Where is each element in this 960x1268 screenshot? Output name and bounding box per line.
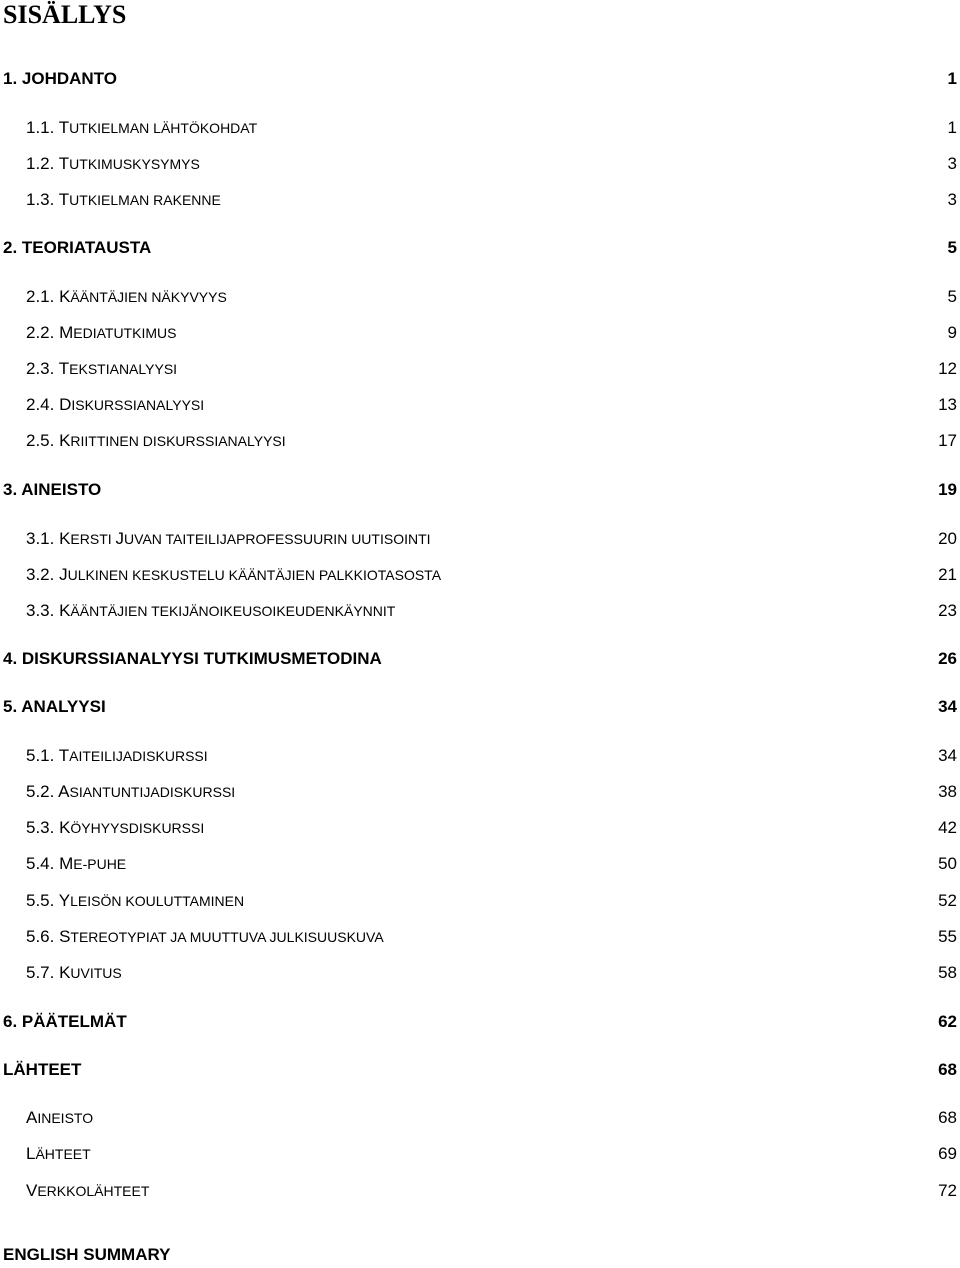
toc-section-entry[interactable] [0,960,960,986]
toc-chapter-entry[interactable] [0,694,960,720]
toc-entry-page-number: 12 [938,359,957,378]
toc-entry-page-number: 5 [947,238,957,257]
toc-section-entry[interactable] [0,115,960,141]
toc-entry-label: 5.5. YLEISÖN KOULUTTAMINEN [26,891,245,910]
toc-entry-page-number: 38 [938,782,957,801]
toc-entry-label: 1. JOHDANTO [3,69,117,88]
toc-chapter-entry[interactable] [0,1242,960,1268]
toc-entry-label-smallcaps: ÄÄNTÄJIEN TEKIJÄNOIKEUSOIKEUDENKÄYNNIT [70,603,396,619]
toc-entry-label: 2. TEORIATAUSTA [3,238,152,257]
toc-entry-label: LÄHTEET [3,1060,82,1079]
toc-entry-label: 3.2. JULKINEN KESKUSTELU KÄÄNTÄJIEN PALKKIOTASOSTA [26,565,442,584]
toc-entry-label: 2.2. MEDIATUTKIMUS [26,323,177,342]
toc-entry-label-smallcaps: EKSTIANALYYSI [69,361,178,377]
toc-section-entry[interactable] [0,598,960,624]
toc-section-entry[interactable] [0,888,960,914]
toc-entry-label: 2.5. KRIITTINEN DISKURSSIANALYYSI [26,431,286,450]
toc-entry-label: 5.6. STEREOTYPIAT JA MUUTTUVA JULKISUUSKUVA [26,927,384,946]
toc-entry-label: 1.1. TUTKIELMAN LÄHTÖKOHDAT [26,118,258,137]
toc-entry-page-number: 58 [938,963,957,982]
toc-entry-label-smallcaps: LEISÖN KOULUTTAMINEN [70,893,245,909]
toc-entry-page-number: 13 [938,395,957,414]
toc-entry-page-number: 62 [938,1012,957,1031]
toc-entry-label-smallcaps: AITEILIJADISKURSSI [69,748,208,764]
toc-entry-page-number: 20 [938,529,957,548]
toc-entry-label: 5.4. ME-PUHE [26,854,127,873]
toc-entry-page-number: 72 [938,1181,957,1200]
toc-entry-label: 2.4. DISKURSSIANALYYSI [26,395,205,414]
toc-entry-label: 3. AINEISTO [3,480,102,499]
toc-entry-page-number: 42 [938,818,957,837]
toc-entry-page-number: 3 [947,154,957,173]
toc-entry-label-smallcaps: ÄHTEET [35,1146,91,1162]
toc-entry-label-smallcaps: UTKIELMAN LÄHTÖKOHDAT [69,120,258,136]
toc-entry-label-smallcaps: ÄÄNTÄJIEN NÄKYVYYS [70,289,227,305]
toc-entry-page-number: 3 [947,190,957,209]
toc-entry-label: ENGLISH SUMMARY [3,1245,171,1264]
toc-entry-page-number: 5 [947,287,957,306]
toc-entry-label: 6. PÄÄTELMÄT [3,1012,127,1031]
toc-section-entry[interactable] [0,392,960,418]
toc-entry-page-number: 17 [938,431,957,450]
toc-entry-label-smallcaps: TEREOTYPIAT JA MUUTTUVA JULKISUUSKUVA [70,929,384,945]
toc-entry-label: AINEISTO [26,1108,94,1127]
toc-entry-label-smallcaps: UVAN TAITEILIJAPROFESSUURIN UUTISOINTI [124,531,431,547]
toc-section-entry[interactable] [0,284,960,310]
toc-entry-label: 3.1. KERSTI JUVAN TAITEILIJAPROFESSUURIN UUTISOINTI [26,529,431,548]
toc-chapter-entry[interactable] [0,646,960,672]
toc-entry-page-number: 55 [938,927,957,946]
toc-section-entry[interactable] [0,779,960,805]
toc-section-entry[interactable] [0,428,960,454]
toc-entry-label-smallcaps: ULKINEN KESKUSTELU KÄÄNTÄJIEN PALKKIOTASOSTA [67,567,442,583]
toc-entry-label: 5.7. KUVITUS [26,963,122,982]
toc-entry-page-number: 52 [938,891,957,910]
toc-entry-label: 5. ANALYYSI [3,697,106,716]
toc-section-entry[interactable] [0,815,960,841]
toc-entry-page-number: 68 [938,1060,957,1079]
toc-section-entry[interactable] [0,320,960,346]
toc-section-entry[interactable] [0,743,960,769]
toc-entry-page-number: 26 [938,649,957,668]
toc-entry-page-number: 19 [938,480,957,499]
toc-section-entry[interactable] [0,1141,960,1167]
toc-entry-label-smallcaps: ERSTI [70,531,116,547]
toc-entry-page-number: 1 [947,69,957,88]
toc-entry-label: 3.3. KÄÄNTÄJIEN TEKIJÄNOIKEUSOIKEUDENKÄYNNIT [26,601,396,620]
toc-section-entry[interactable] [0,851,960,877]
toc-entry-page-number: 1 [947,118,957,137]
toc-entry-label-smallcaps: ÖYHYYSDISKURSSI [70,820,205,836]
toc-entry-label: 5.1. TAITEILIJADISKURSSI [26,746,208,765]
toc-entry-label-smallcaps: UTKIELMAN RAKENNE [69,192,221,208]
toc-chapter-entry[interactable] [0,235,960,261]
toc-entry-label: 5.2. ASIANTUNTIJADISKURSSI [26,782,236,801]
toc-entry-label: 1.3. TUTKIELMAN RAKENNE [26,190,221,209]
toc-entry-label: 2.1. KÄÄNTÄJIEN NÄKYVYYS [26,287,227,306]
toc-entry-label-smallcaps: ISKURSSIANALYYSI [71,397,205,413]
toc-entry-page-number: 50 [938,854,957,873]
toc-chapter-entry[interactable] [0,1057,960,1083]
toc-entry-label-smallcaps: ERKKOLÄHTEET [37,1183,150,1199]
toc-entry-page-number: 23 [938,601,957,620]
toc-entry-label: 2.3. TEKSTIANALYYSI [26,359,178,378]
toc-entry-label: LÄHTEET [26,1144,91,1163]
toc-entry-page-number: 34 [938,697,957,716]
toc-chapter-entry[interactable] [0,66,960,92]
toc-section-entry[interactable] [0,562,960,588]
toc-entry-label: 5.3. KÖYHYYSDISKURSSI [26,818,205,837]
toc-section-entry[interactable] [0,1105,960,1131]
page-title: SISÄLLYS [3,0,127,29]
toc-entry-label-smallcaps: RIITTINEN DISKURSSIANALYYSI [70,433,286,449]
toc-section-entry[interactable] [0,187,960,213]
toc-section-entry[interactable] [0,1178,960,1204]
toc-section-entry[interactable] [0,356,960,382]
toc-section-entry[interactable] [0,151,960,177]
toc-entry-page-number: 21 [938,565,957,584]
toc-section-entry[interactable] [0,924,960,950]
toc-chapter-entry[interactable] [0,477,960,503]
toc-entry-label: 1.2. TUTKIMUSKYSYMYS [26,154,200,173]
toc-entry-label: 4. DISKURSSIANALYYSI TUTKIMUSMETODINA [3,649,382,668]
toc-entry-page-number: 69 [938,1144,957,1163]
toc-entry-label-smallcaps: UTKIMUSKYSYMYS [69,156,200,172]
toc-section-entry[interactable] [0,526,960,552]
toc-entry-page-number: 9 [947,323,957,342]
toc-entry-label-smallcaps: INEISTO [37,1110,94,1126]
toc-entry-label-smallcaps: E-PUHE [73,856,127,872]
toc-entry-label: VERKKOLÄHTEET [26,1181,150,1200]
toc-chapter-entry[interactable] [0,1009,960,1035]
toc-entry-page-number: 34 [938,746,957,765]
toc-entry-page-number: 68 [938,1108,957,1127]
toc-entry-label-smallcaps: EDIATUTKIMUS [73,325,177,341]
toc-entry-label-smallcaps: UVITUS [70,965,122,981]
toc-entry-label-smallcaps: SIANTUNTIJADISKURSSI [69,784,236,800]
